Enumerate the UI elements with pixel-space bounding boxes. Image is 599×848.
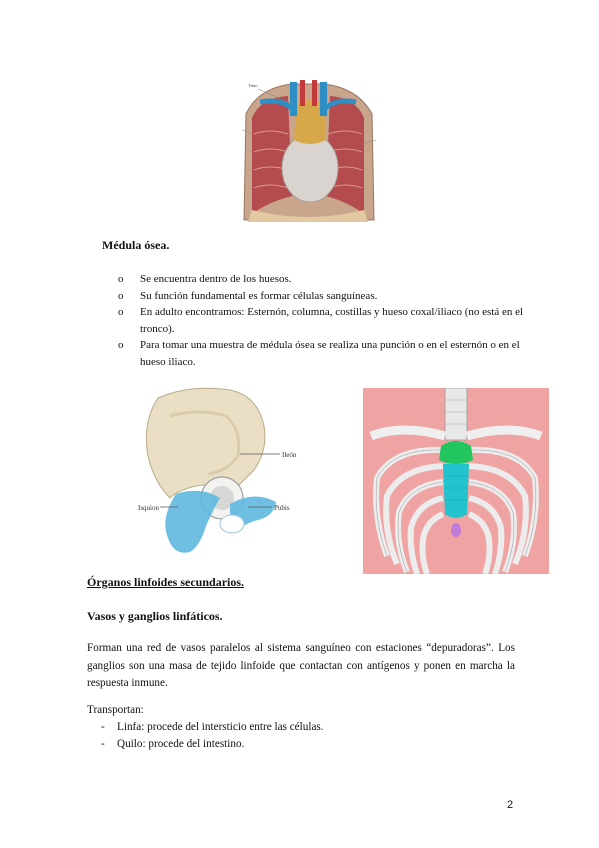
list-item: [87, 719, 517, 736]
list-item: [118, 304, 528, 337]
transport-label: Transportan:: [87, 704, 144, 716]
medula-bullet-list: [118, 271, 528, 370]
list-item-text: Para tomar una muestra de médula ósea se realiza una punción o en el esternón o en el hueso iliaco.: [140, 339, 520, 368]
list-item-text: En adulto encontramos: Esternón, columna, costillas y hueso coxal/iliaco (no está en el tronco).: [140, 306, 524, 335]
rib-cage-illustration: [363, 388, 549, 574]
bullet-mark: o: [118, 289, 124, 302]
vessels-heading: Vasos y ganglios linfáticos.: [87, 609, 223, 623]
list-item-text: Linfa: procede del intersticio entre las células.: [117, 721, 324, 733]
list-item: [87, 736, 517, 753]
thymus-label: Timo: [248, 83, 258, 88]
list-item: [118, 337, 528, 370]
medula-heading: Médula ósea.: [102, 238, 170, 252]
list-item: [118, 288, 528, 305]
thorax-illustration: [238, 74, 378, 224]
hip-bone-illustration: [130, 386, 315, 566]
list-item-text: Quilo: procede del intestino.: [117, 738, 245, 750]
pubis-label: Pubis: [274, 504, 290, 512]
list-item-text: Se encuentra dentro de los huesos.: [140, 273, 292, 285]
list-item-text: Su función fundamental es formar células sanguíneas.: [140, 289, 378, 302]
vessels-paragraph: Forman una red de vasos paralelos al sistema sanguíneo con estaciones “depuradoras”. Los ganglios son una masa de tejido linfoide que contactan con antígenos y ponen en marcha la respuesta inmune.: [87, 642, 515, 689]
page-number: 2: [507, 799, 514, 811]
dash-mark: -: [101, 738, 105, 750]
dash-mark: -: [101, 721, 105, 733]
transport-list: [87, 719, 517, 753]
list-item: [118, 271, 528, 288]
bullet-mark: o: [118, 339, 124, 351]
isquion-label: Isquion: [138, 504, 159, 512]
bullet-mark: o: [118, 273, 124, 285]
ileon-label: Ileón: [282, 451, 297, 459]
secondary-organs-heading: Órganos linfoides secundarios.: [87, 575, 245, 589]
bullet-mark: o: [118, 306, 124, 318]
